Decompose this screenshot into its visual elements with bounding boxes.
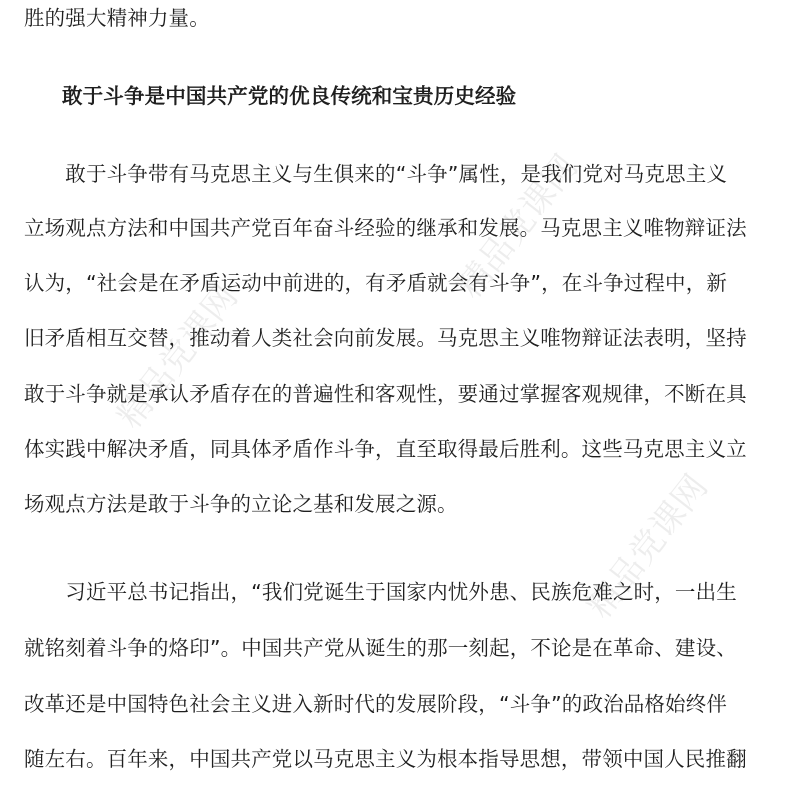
paragraph-line: 场观点方法是敢于斗争的立论之基和发展之源。 bbox=[24, 492, 458, 516]
paragraph-line: 体实践中解决矛盾，同具体矛盾作斗争，直至取得最后胜利。这些马克思主义立 bbox=[24, 437, 747, 461]
watermark: 精品党课网 bbox=[109, 277, 246, 436]
watermark: 精品党课网 bbox=[579, 467, 716, 626]
paragraph-line: 胜的强大精神力量。 bbox=[24, 6, 210, 30]
paragraph-line: 随左右。百年来，中国共产党以马克思主义为根本指导思想，带领中国人民推翻 bbox=[24, 747, 747, 771]
section-heading: 敢于斗争是中国共产党的优良传统和宝贵历史经验 bbox=[62, 84, 517, 108]
paragraph-line: 改革还是中国特色社会主义进入新时代的发展阶段，“斗争”的政治品格始终伴 bbox=[24, 692, 727, 716]
paragraph-line: 就铭刻着斗争的烙印”。中国共产党从诞生的那一刻起，不论是在革命、建设、 bbox=[24, 636, 737, 660]
paragraph-line: 敢于斗争带有马克思主义与生俱来的“斗争”属性，是我们党对马克思主义 bbox=[24, 162, 727, 186]
paragraph-line: 习近平总书记指出，“我们党诞生于国家内忧外患、民族危难之时，一出生 bbox=[24, 580, 737, 604]
paragraph-line: 旧矛盾相互交替，推动着人类社会向前发展。马克思主义唯物辩证法表明，坚持 bbox=[24, 326, 747, 350]
watermark: 精品党课网 bbox=[449, 147, 586, 306]
paragraph-line: 敢于斗争就是承认矛盾存在的普遍性和客观性，要通过掌握客观规律，不断在具 bbox=[24, 382, 747, 406]
paragraph-line: 立场观点方法和中国共产党百年奋斗经验的继承和发展。马克思主义唯物辩证法 bbox=[24, 216, 747, 240]
paragraph-line: 认为，“社会是在矛盾运动中前进的，有矛盾就会有斗争”，在斗争过程中，新 bbox=[24, 271, 727, 295]
